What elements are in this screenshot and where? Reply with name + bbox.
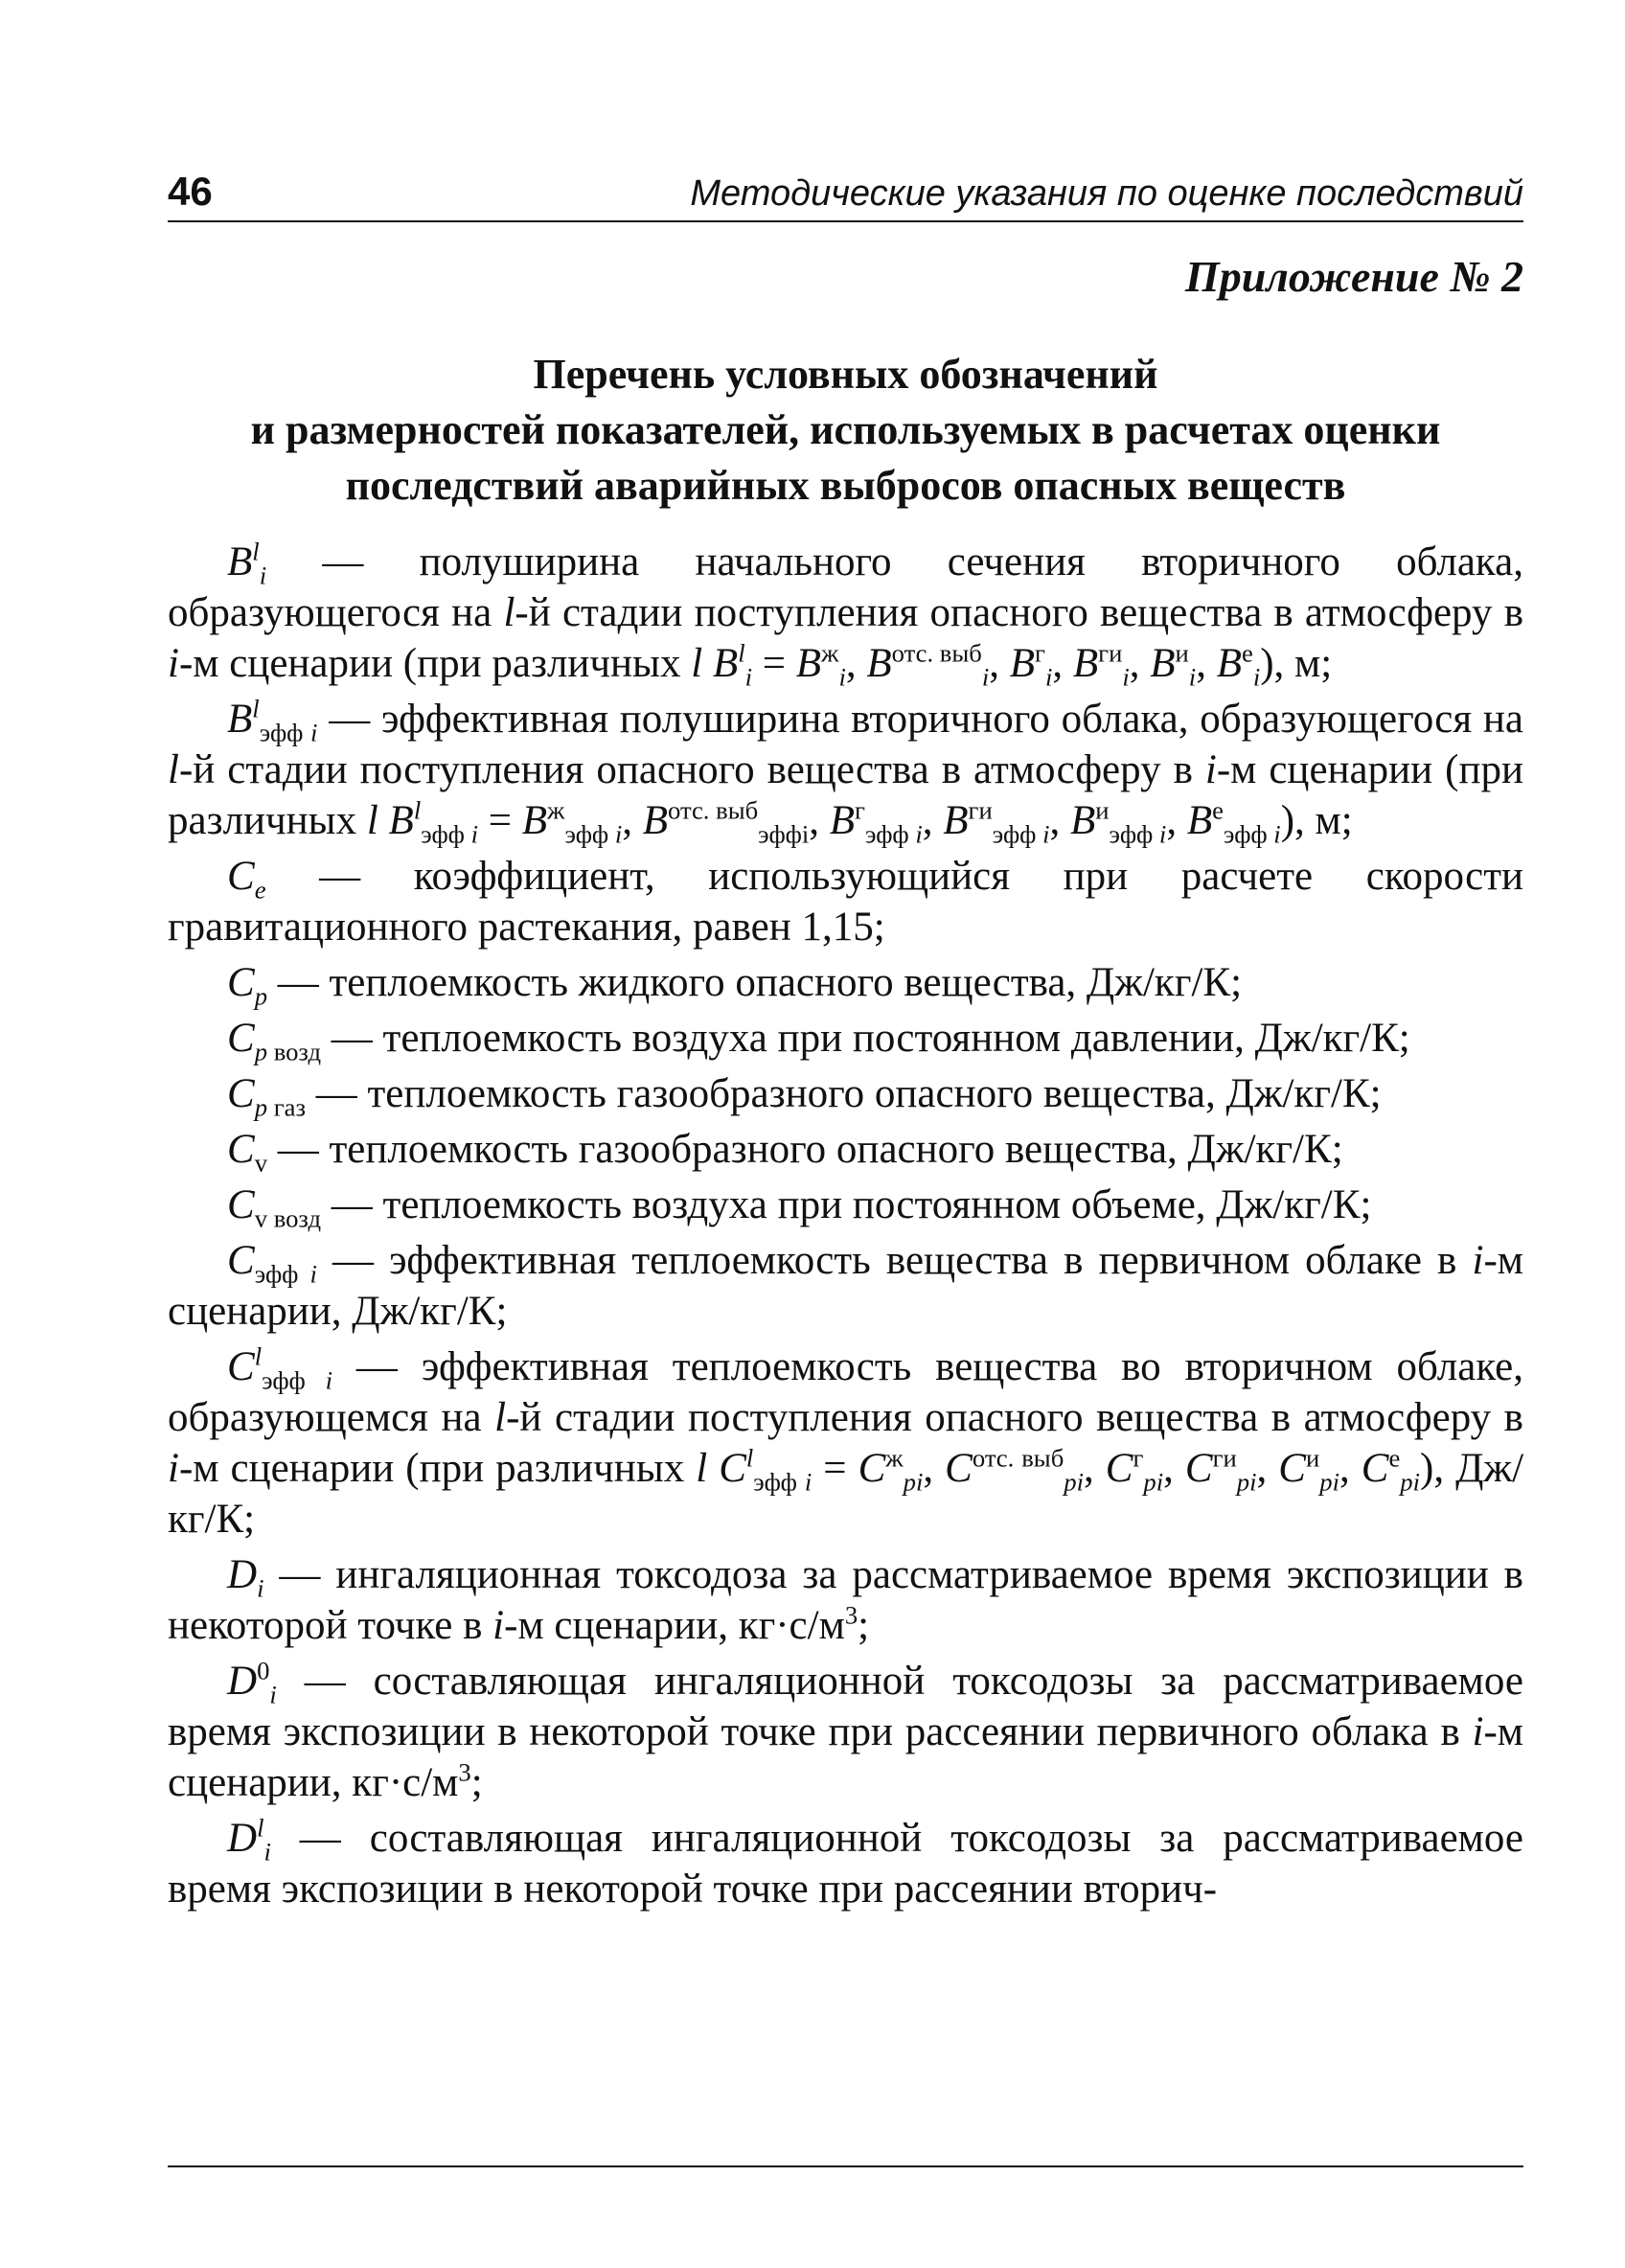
glossary-entry-c-p: $C_p$ — теплоемкость жидкого опасного вещества, Дж/кг/К; (227, 960, 1243, 1011)
page-header (168, 171, 1523, 222)
glossary-entry-c-p-air: $C_{p возд}$ — теплоемкость воздуха при постоянном давлении, Дж/кг/К; (227, 1016, 1410, 1066)
glossary-entry-c-e: $C_e$ — коэффициент, использующийся при расчете скорости гравитационного растекания, равен 1,15; (168, 854, 1523, 950)
glossary-entry-c-secondary: $C^l_{эфф i}$ — эффективная теплоемкость вещества во вторичном облаке, образующемся на l-й стадии поступления опасного вещества в атмосферу в i-м сценарии (при различных l $C^l_{эфф i} = C^ж_{pi}$, $C^{отс. выб}_{pi}$, $C^г_{pi}$, $C^{ги}_{pi}$, $C^и_{pi}$, $C^е_{pi}$), Дж/кг/К; (168, 1341, 1524, 1542)
glossary-entry-d-i-zero: $D^0_i$ — составляющая ингаляционной токсодозы за рассматриваемое время экспозиции в некоторой точке при рассеянии первичного облака в i-м сценарии, $кг\cdot с/м^3$; (168, 1656, 1523, 1805)
page-number: 46 (168, 169, 213, 214)
glossary-entry-c-v-air: $C_{v возд}$ — теплоемкость воздуха при постоянном объеме, Дж/кг/К; (227, 1182, 1372, 1233)
running-title: Методические указания по оценке последствий (690, 173, 1523, 214)
glossary-entry-c-effective: $C_{эфф i}$ — эффективная теплоемкость вещества в первичном облаке в i-м сценарии, Дж/кг/К; (168, 1238, 1523, 1334)
appendix-label: Приложение № 2 (1184, 252, 1523, 301)
glossary-entry-c-p-gas: $C_{p газ}$ — теплоемкость газообразного опасного вещества, Дж/кг/К; (227, 1071, 1382, 1122)
glossary-entry-c-v: $C_v$ — теплоемкость газообразного опасного вещества, Дж/кг/К; (227, 1127, 1343, 1178)
glossary-entry-b-effective: $B^l_{эфф i}$ — эффективная полуширина вторичного облака, образующегося на l-й стадии поступления опасного вещества в атмосферу в i-м сценарии (при различных l $B^l_{эфф i} = B^ж_{эфф i}$, $B^{отс. выб}_{эффi}$, $B^г_{эфф i}$, $B^{ги}_{эфф i}$, $B^и_{эфф i}$, $B^е_{эфф i}$), м; (168, 694, 1523, 849)
heading-line-1: Перечень условных обозначений (533, 351, 1158, 398)
heading-line-2: и размерностей показателей, используемых в расчетах оценки (250, 406, 1441, 453)
glossary-entry-b-initial: $B^l_i$ — полуширина начального сечения вторичного облака, образующегося на l-й стадии поступления опасного вещества в атмосферу в i-м сценарии (при различных l $B^l_i = B^ж_i$, $B^{отс. выб}_i$, $B^г_i$, $B^{ги}_i$, $B^и_i$, $B^е_i$), м; (168, 537, 1523, 692)
heading-line-3: последствий аварийных выбросов опасных веществ (345, 462, 1346, 509)
glossary-entry-d-i: $D_i$ — ингаляционная токсодоза за рассматриваемое время экспозиции в некоторой точке в i-м сценарии, $кг\cdot с/м^3$; (168, 1552, 1523, 1648)
glossary-entry-d-i-l: $D^l_i$ — составляющая ингаляционной токсодозы за рассматриваемое время экспозиции в некоторой точке при рассеянии вторич- (168, 1813, 1523, 1912)
glossary-list (168, 537, 1523, 1919)
section-heading (168, 347, 1523, 514)
footer-rule (168, 2165, 1523, 2167)
